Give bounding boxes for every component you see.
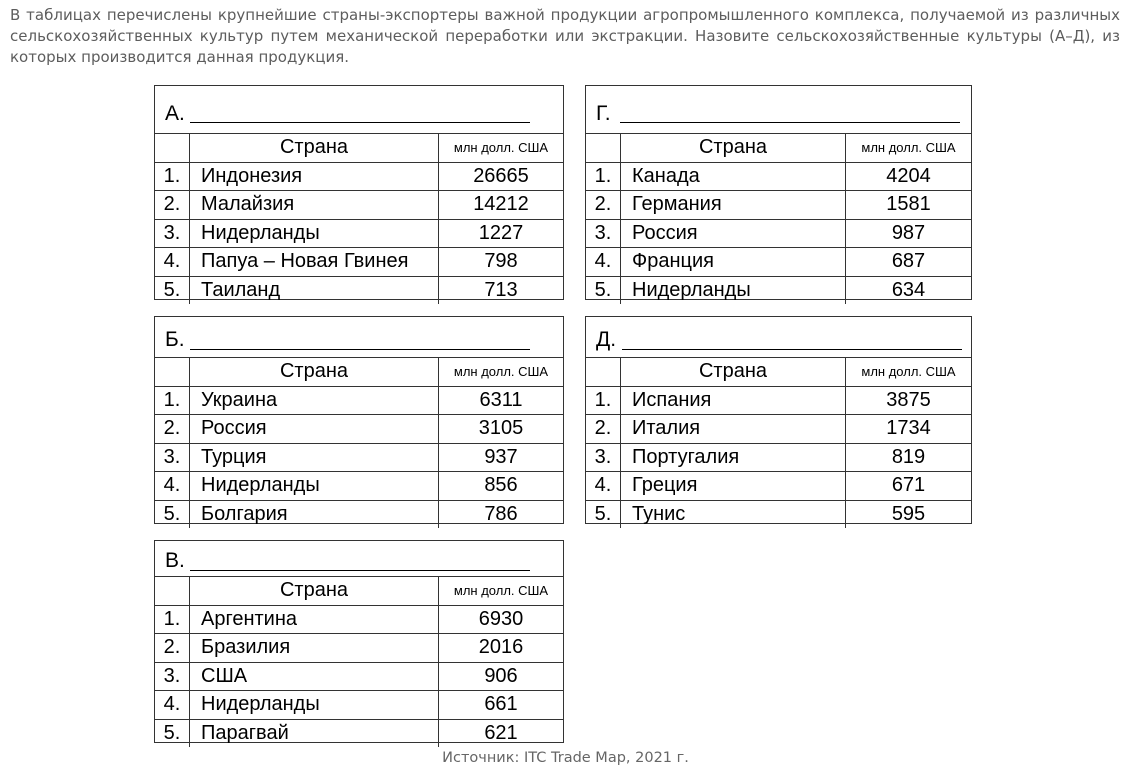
column-header-row (586, 358, 971, 387)
country-cell: Португалия (621, 444, 846, 472)
country-cell: Бразилия (190, 634, 439, 662)
rank-cell: 1. (155, 606, 190, 634)
value-cell: 713 (484, 278, 518, 301)
value-cell: 1581 (886, 193, 931, 216)
value-cell: 687 (891, 250, 926, 273)
table-row (586, 387, 971, 416)
rank-cell: 5. (155, 277, 190, 305)
country-cell: Италия (621, 415, 846, 443)
value-cell: 819 (891, 445, 926, 468)
table-letter: Д. (596, 328, 617, 351)
country-cell: Греция (621, 472, 846, 500)
value-cell: 786 (484, 502, 518, 525)
country-cell: США (190, 663, 439, 691)
country-cell: Канада (621, 163, 846, 191)
table-row (155, 606, 563, 635)
table-heading (586, 317, 971, 358)
value-header: млн долл. США (861, 364, 956, 380)
rank-cell: 4. (155, 472, 190, 500)
answer-blank-line (190, 122, 530, 123)
country-cell: Нидерланды (190, 220, 439, 248)
table-row (155, 634, 563, 663)
country-cell: Германия (621, 191, 846, 219)
export-table-g (585, 85, 972, 300)
rank-header (155, 134, 190, 162)
value-cell: 1734 (886, 417, 931, 440)
export-table-d (585, 316, 972, 524)
table-row (155, 220, 563, 249)
country-header: Страна (190, 358, 439, 386)
column-header-row (155, 358, 563, 387)
value-cell: 2016 (478, 636, 524, 659)
country-header: Страна (190, 577, 439, 605)
table-row (155, 415, 563, 444)
question-text: В таблицах перечислены крупнейшие страны-экспортеры важной продукции агропромышленного комплекса, получаемой из различных сельскохозяйственных культур путем механической переработки или экстракции. Назовите сельскохозяйственные культуры (А–Д), из которых производится данная продукция. (10, 6, 1120, 66)
table-heading (155, 86, 563, 134)
table-row (155, 248, 563, 277)
table-letter: В. (165, 549, 185, 572)
table-heading (155, 541, 563, 577)
rank-cell: 5. (155, 720, 190, 748)
country-cell: Малайзия (190, 191, 439, 219)
rank-cell: 3. (586, 220, 621, 248)
table-row (586, 163, 971, 192)
table-row (586, 277, 971, 305)
country-cell: Тунис (621, 501, 846, 529)
answer-blank-line (190, 349, 530, 350)
rank-cell: 3. (155, 220, 190, 248)
value-cell: 14212 (473, 193, 529, 216)
answer-blank-line (190, 570, 530, 571)
table-heading (586, 86, 971, 134)
table-row (586, 444, 971, 473)
rank-cell: 3. (586, 444, 621, 472)
rank-cell: 1. (586, 387, 621, 415)
value-cell: 595 (891, 502, 926, 525)
column-header-row (155, 577, 563, 606)
value-cell: 621 (484, 721, 518, 744)
country-cell: Папуа – Новая Гвинея (190, 248, 439, 276)
rank-cell: 1. (155, 387, 190, 415)
rank-cell: 5. (155, 501, 190, 529)
country-header: Страна (190, 134, 439, 162)
table-row (155, 691, 563, 720)
table-row (586, 248, 971, 277)
value-cell: 661 (484, 693, 518, 716)
country-cell: Нидерланды (190, 472, 439, 500)
value-cell: 798 (484, 250, 518, 273)
table-row (155, 720, 563, 748)
country-cell: Нидерланды (621, 277, 846, 305)
rank-header (155, 358, 190, 386)
value-header: млн долл. США (453, 140, 549, 156)
value-cell: 634 (891, 278, 926, 301)
rank-cell: 4. (155, 248, 190, 276)
table-row (155, 472, 563, 501)
country-cell: Нидерланды (190, 691, 439, 719)
table-row (155, 663, 563, 692)
value-cell: 937 (484, 445, 518, 468)
rank-cell: 2. (155, 415, 190, 443)
country-cell: Болгария (190, 501, 439, 529)
country-cell: Испания (621, 387, 846, 415)
rank-cell: 5. (586, 277, 621, 305)
value-cell: 987 (891, 221, 926, 244)
value-header: млн долл. США (453, 364, 549, 380)
table-row (155, 191, 563, 220)
rank-cell: 2. (586, 415, 621, 443)
export-table-a (154, 85, 564, 300)
rank-cell: 4. (586, 472, 621, 500)
country-cell: Украина (190, 387, 439, 415)
value-cell: 856 (484, 474, 518, 497)
table-letter: Б. (165, 328, 185, 351)
country-cell: Парагвай (190, 720, 439, 748)
rank-header (586, 358, 621, 386)
rank-cell: 4. (155, 691, 190, 719)
value-cell: 6930 (478, 607, 524, 630)
column-header-row (155, 134, 563, 163)
table-letter: Г. (596, 102, 611, 125)
answer-blank-line (622, 349, 962, 350)
country-header: Страна (621, 358, 846, 386)
table-row (155, 387, 563, 416)
export-table-v (154, 540, 564, 743)
answer-blank-line (620, 122, 960, 123)
table-row (155, 163, 563, 192)
table-row (586, 472, 971, 501)
value-cell: 906 (484, 664, 518, 687)
value-cell: 26665 (473, 164, 529, 187)
value-header: млн долл. США (453, 583, 549, 599)
country-cell: Индонезия (190, 163, 439, 191)
country-cell: Аргентина (190, 606, 439, 634)
rank-cell: 5. (586, 501, 621, 529)
table-row (586, 501, 971, 529)
country-header: Страна (621, 134, 846, 162)
rank-cell: 4. (586, 248, 621, 276)
table-row (586, 415, 971, 444)
table-row (155, 501, 563, 529)
table-row (155, 444, 563, 473)
rank-cell: 2. (155, 191, 190, 219)
rank-cell: 3. (155, 663, 190, 691)
country-cell: Таиланд (190, 277, 439, 305)
table-heading (155, 317, 563, 358)
rank-header (155, 577, 190, 605)
country-cell: Турция (190, 444, 439, 472)
rank-cell: 2. (155, 634, 190, 662)
value-cell: 1227 (478, 221, 524, 244)
rank-cell: 3. (155, 444, 190, 472)
table-row (155, 277, 563, 305)
country-cell: Россия (190, 415, 439, 443)
source-caption: Источник: ITC Trade Map, 2021 г. (442, 750, 689, 766)
rank-cell: 2. (586, 191, 621, 219)
rank-cell: 1. (586, 163, 621, 191)
value-cell: 671 (891, 474, 926, 497)
table-row (586, 191, 971, 220)
value-cell: 6311 (479, 388, 523, 411)
table-letter: А. (165, 102, 185, 125)
export-table-b (154, 316, 564, 524)
country-cell: Франция (621, 248, 846, 276)
value-cell: 3875 (886, 388, 931, 411)
rank-header (586, 134, 621, 162)
rank-cell: 1. (155, 163, 190, 191)
value-header: млн долл. США (861, 140, 956, 156)
column-header-row (586, 134, 971, 163)
value-cell: 3105 (478, 417, 524, 440)
table-row (586, 220, 971, 249)
value-cell: 4204 (886, 164, 931, 187)
country-cell: Россия (621, 220, 846, 248)
